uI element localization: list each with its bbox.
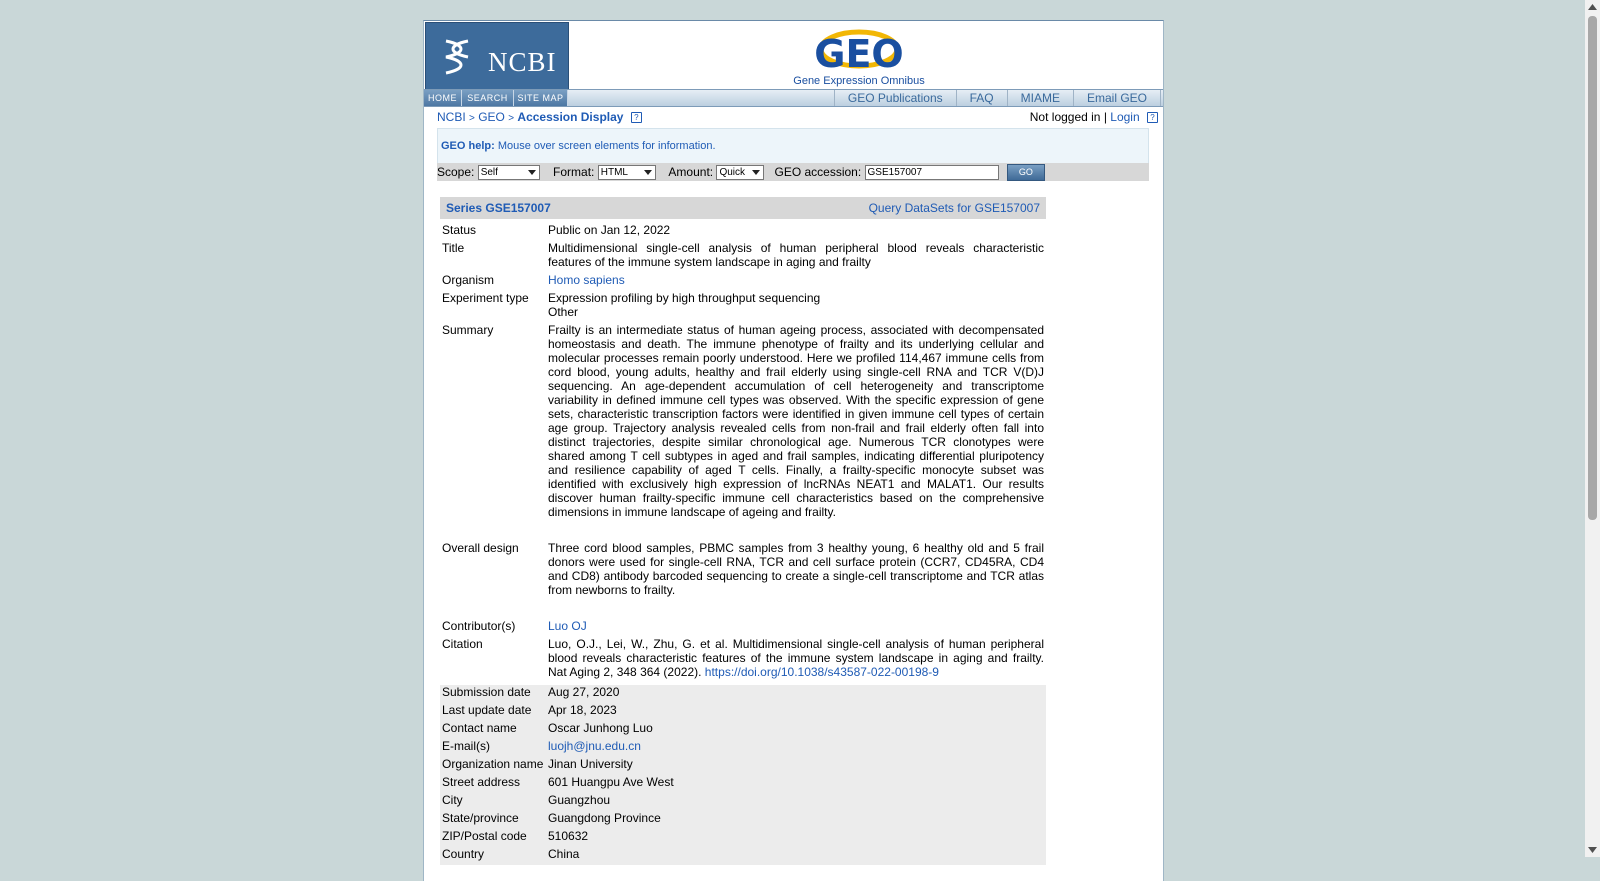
detail-row	[440, 685, 1046, 703]
query-bar	[437, 163, 1149, 181]
detail-value-text: Multidimensional single-cell analysis of human peripheral blood reveals characteristic features of the immune system landscape in aging and frailty	[548, 241, 1044, 269]
login-status: Not logged in |	[1029, 110, 1107, 124]
detail-value	[548, 793, 1044, 807]
detail-value-text: Luo, O.J., Lei, W., Zhu, G. et al. Multidimensional single-cell analysis of human peripheral blood reveals characteristic features of the immune system landscape in aging and frailty. Nat Aging 2, 348 364 (2022).	[548, 637, 1044, 679]
detail-value-text: Jinan University	[548, 757, 633, 771]
detail-row	[440, 775, 1046, 793]
ncbi-logo[interactable]	[425, 22, 569, 90]
detail-value	[548, 703, 1044, 717]
amount-select[interactable]: Quick	[716, 165, 764, 180]
detail-key: Country	[442, 847, 485, 861]
detail-value	[548, 685, 1044, 699]
detail-key: Submission date	[442, 685, 531, 699]
detail-row	[440, 793, 1046, 811]
accession-label: GEO accession:	[774, 165, 862, 179]
amount-label: Amount:	[668, 165, 714, 179]
detail-row	[440, 241, 1046, 269]
detail-row	[440, 291, 1046, 319]
detail-value-text: Guangzhou	[548, 793, 611, 807]
detail-value	[548, 829, 1044, 843]
detail-key: Summary	[442, 323, 494, 337]
ncbi-logo-text: NCBI	[488, 47, 557, 77]
detail-value[interactable]	[548, 273, 1044, 287]
detail-value-text: Expression profiling by high throughput sequencing	[548, 291, 821, 305]
detail-value	[548, 637, 1044, 679]
detail-value	[548, 811, 1044, 825]
geo-help-text: Mouse over screen elements for information.	[497, 140, 716, 152]
detail-value	[548, 721, 1044, 735]
detail-key: State/province	[442, 811, 519, 825]
breadcrumb-ncbi[interactable]: NCBI	[437, 110, 466, 124]
detail-value-text: 601 Huangpu Ave West	[548, 775, 674, 789]
top-links	[834, 90, 1161, 106]
detail-value	[548, 775, 1044, 789]
detail-value-text: Aug 27, 2020	[548, 685, 620, 699]
series-details	[440, 221, 1046, 865]
query-datasets-link[interactable]: Query DataSets for GSE157007	[868, 201, 1040, 215]
geo-logo[interactable]	[784, 27, 934, 87]
detail-value	[548, 291, 1044, 319]
detail-value	[548, 757, 1044, 771]
format-select[interactable]: HTML	[598, 165, 656, 180]
detail-value[interactable]	[548, 619, 1044, 633]
doi-link[interactable]: https://doi.org/10.1038/s43587-022-00198-9	[704, 665, 939, 679]
detail-key: Street address	[442, 775, 521, 789]
detail-value-text: Oscar Junhong Luo	[548, 721, 653, 735]
detail-value-text: Apr 18, 2023	[548, 703, 617, 717]
detail-value-text: Public on Jan 12, 2022	[548, 223, 671, 237]
detail-value-text[interactable]: Homo sapiens	[548, 273, 625, 287]
detail-value-text: Three cord blood samples, PBMC samples from 3 healthy young, 6 healthy old and 5 frail donors were used for single-cell RNA, TCR and cell surface protein (CCR7, CD45RA, CD4 and CD8) antibody barcoded sequencing to create a single-cell transcriptome and TCR atlas from newborns to frailty.	[548, 541, 1044, 597]
detail-key: ZIP/Postal code	[442, 829, 527, 843]
detail-row	[440, 739, 1046, 757]
detail-key: E-mail(s)	[442, 739, 490, 753]
detail-key: Last update date	[442, 703, 532, 717]
login-link[interactable]: Login	[1110, 110, 1140, 124]
breadcrumb-current: Accession Display	[517, 110, 624, 124]
search-button[interactable]: SEARCH	[462, 90, 514, 106]
detail-value-text: Guangdong Province	[548, 811, 661, 825]
scope-select[interactable]: Self	[478, 165, 540, 180]
detail-row	[440, 829, 1046, 847]
accession-input[interactable]: GSE157007	[865, 165, 999, 180]
detail-key: City	[442, 793, 463, 807]
detail-value	[548, 541, 1044, 597]
detail-key: Contributor(s)	[442, 619, 516, 633]
miame-link[interactable]: MIAME	[1007, 90, 1073, 106]
scope-label: Scope:	[437, 165, 475, 179]
detail-key: Organization name	[442, 757, 544, 771]
series-header	[440, 197, 1046, 219]
svg-text:GEO: GEO	[814, 32, 904, 75]
geo-help-box	[437, 128, 1149, 164]
detail-key: Experiment type	[442, 291, 529, 305]
series-title: Series GSE157007	[446, 201, 551, 215]
geo-logo-mark	[784, 27, 934, 75]
detail-row	[440, 541, 1046, 619]
ncbi-helix-icon	[440, 37, 474, 77]
go-button[interactable]: GO	[1007, 164, 1045, 181]
geo-help-label: GEO help:	[441, 140, 495, 152]
detail-value-text: 510632	[548, 829, 589, 843]
help-icon[interactable]: ?	[1147, 112, 1158, 123]
detail-value-text[interactable]: Luo OJ	[548, 619, 587, 633]
geo-logo-subtitle: Gene Expression Omnibus	[793, 75, 925, 87]
detail-value	[548, 241, 1044, 269]
detail-row	[440, 273, 1046, 287]
geo-publications-link[interactable]: GEO Publications	[834, 90, 956, 106]
detail-value	[548, 223, 1044, 237]
breadcrumb-geo[interactable]: GEO	[478, 110, 505, 124]
detail-row	[440, 847, 1046, 865]
detail-row	[440, 637, 1046, 679]
detail-value[interactable]	[548, 739, 1044, 753]
detail-value	[548, 847, 1044, 861]
detail-row	[440, 223, 1046, 237]
detail-row	[440, 757, 1046, 775]
breadcrumb-sep: >	[469, 113, 475, 124]
help-icon[interactable]: ?	[631, 112, 642, 123]
site-map-button[interactable]: SITE MAP	[514, 90, 568, 106]
detail-value-text: Frailty is an intermediate status of human ageing process, associated with decompensated homeostasis and death. The immune phenotype of frailty and its underlying cellular and molecular processes remain poorly understood. Here we profiled 114,467 immune cells from cord blood, young adults, healthy and frail elderly using single-cell RNA and TCR V(D)J sequencing. An age-dependent accumulation of cell heterogeneity and transcriptome variability in defined immune cell types was observed. With the specific expression of gene sets, characteristic transcription factors were identified in given immune cell types of certain age group. Trajectory analysis revealed cells from non-frail and frail elderly often fall into distinct trajectories, despite similar chronological age. Numerous TCR clonotypes were shared among T cell subtypes in aged and frail samples, indicating differential pluripotency and resilience capability of aged T cells. Finally, a frailty-specific monocyte subset was identified with exclusively high expression of lncRNAs NEAT1 and MALAT1. Our results discover human frailty-specific immune cell characteristics based on the comprehensive dimensions in immune landscape of ageing and frailty.	[548, 323, 1044, 519]
detail-key: Contact name	[442, 721, 517, 735]
detail-key: Overall design	[442, 541, 519, 555]
detail-value	[548, 323, 1044, 519]
home-button[interactable]: HOME	[424, 90, 462, 106]
detail-key: Status	[442, 223, 477, 237]
format-label: Format:	[553, 165, 595, 179]
faq-link[interactable]: FAQ	[956, 90, 1007, 106]
detail-key: Organism	[442, 273, 495, 287]
detail-row	[440, 811, 1046, 829]
breadcrumb-sep: >	[508, 113, 515, 124]
breadcrumb	[437, 110, 642, 124]
detail-value-text: China	[548, 847, 580, 861]
detail-value-text[interactable]: luojh@jnu.edu.cn	[548, 739, 641, 753]
detail-row	[440, 323, 1046, 541]
email-geo-link[interactable]: Email GEO	[1073, 90, 1161, 106]
detail-key: Citation	[442, 637, 483, 651]
detail-value-text-2: Other	[548, 305, 579, 319]
scrollbar[interactable]	[1585, 0, 1600, 857]
detail-key: Title	[442, 241, 465, 255]
detail-row	[440, 721, 1046, 739]
login-area	[1030, 110, 1158, 124]
detail-row	[440, 703, 1046, 721]
geo-page	[423, 20, 1164, 881]
top-navbar	[424, 89, 1163, 107]
detail-row	[440, 619, 1046, 633]
